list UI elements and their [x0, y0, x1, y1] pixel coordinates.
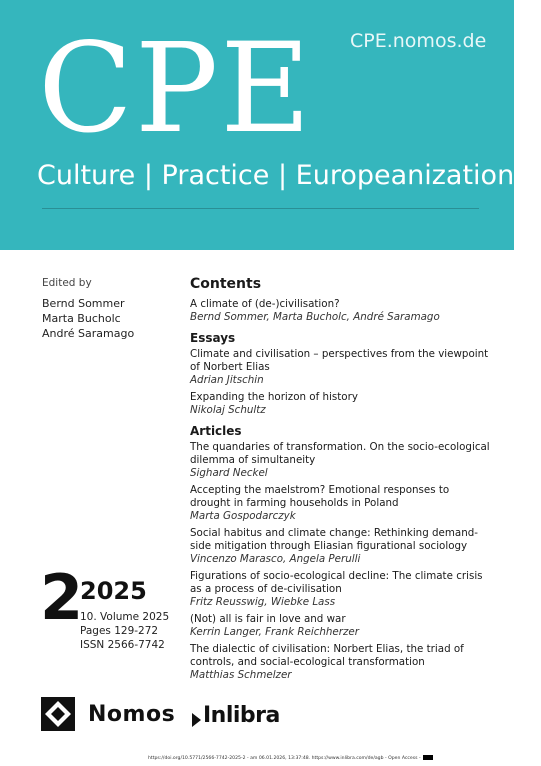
section-heading-essays: Essays	[190, 331, 236, 345]
banner-divider	[42, 208, 479, 209]
journal-logo: CPE	[38, 17, 313, 161]
toc-entry-title: (Not) all is fair in love and war	[190, 613, 346, 625]
toc-entry-authors: Marta Gospodarczyk	[190, 510, 296, 522]
toc-entry-authors: Fritz Reusswig, Wiebke Lass	[190, 596, 336, 608]
edited-by-label: Edited by	[42, 277, 92, 289]
toc-entry[interactable]	[190, 527, 490, 566]
toc-entry[interactable]	[190, 441, 490, 480]
toc-entry-authors: Kerrin Langer, Frank Reichherzer	[190, 626, 359, 638]
toc-entry-title: Climate and civilisation – perspectives from the viewpoint of Norbert Elias	[190, 348, 489, 373]
toc-entry-title: The dialectic of civilisation: Norbert Elias, the triad of controls, and social-ecological transformation	[190, 643, 464, 668]
issue-number: 2	[40, 561, 84, 634]
toc-entry[interactable]	[190, 643, 490, 682]
nomos-wordmark: Nomos	[88, 702, 176, 727]
inlibra-wordmark: Inlibra	[203, 703, 280, 728]
toc-entry-authors: Matthias Schmelzer	[190, 669, 292, 681]
access-footer	[148, 755, 433, 761]
toc-entry[interactable]	[190, 613, 490, 639]
issue-details	[80, 610, 169, 652]
toc-entry-title: Social habitus and climate change: Rethinking demand-side mitigation through Eliasian figurational sociology	[190, 527, 479, 552]
journal-subtitle: Culture | Practice | Europeanization	[37, 160, 515, 191]
toc-entry[interactable]	[190, 348, 490, 387]
journal-url[interactable]: CPE.nomos.de	[350, 30, 487, 52]
editor-name: Marta Bucholc	[42, 312, 121, 325]
toc-entry-title: The quandaries of transformation. On the socio-ecological dilemma of simultaneity	[190, 441, 490, 466]
toc-entry[interactable]	[190, 570, 490, 609]
nomos-logo-icon	[41, 697, 75, 731]
editors-list	[42, 296, 134, 341]
issue-pages: Pages 129-272	[80, 625, 159, 637]
toc-entry-authors: Nikolaj Schultz	[190, 404, 266, 416]
section-heading-articles: Articles	[190, 424, 242, 438]
editor-name: André Saramago	[42, 327, 135, 340]
issue-year: 2025	[80, 577, 147, 605]
toc-entry-authors: Sighard Neckel	[190, 467, 268, 479]
toc-entry[interactable]	[190, 484, 490, 523]
toc-entry[interactable]	[190, 298, 490, 324]
toc-entry-authors: Adrian Jitschin	[190, 374, 264, 386]
issue-volume: 10. Volume 2025	[80, 611, 170, 623]
issue-issn: ISSN 2566-7742	[80, 639, 165, 651]
toc-entry-title: A climate of (de-)civilisation?	[190, 298, 340, 310]
toc-entry-authors: Bernd Sommer, Marta Bucholc, André Saramago	[190, 311, 440, 323]
footer-text: https://doi.org/10.5771/2566-7742-2025-2 - am 06.01.2026, 13:37:48. https://www.inlibra.com/de/agb - Open Access -	[148, 756, 421, 761]
contents-heading: Contents	[190, 276, 262, 292]
toc-entry-title: Figurations of socio-ecological decline: The climate crisis as a process of de-civilisation	[190, 570, 483, 595]
header-banner	[0, 0, 514, 250]
toc-entry-title: Expanding the horizon of history	[190, 391, 358, 403]
toc-entry[interactable]	[190, 391, 490, 417]
toc-entry-authors: Vincenzo Marasco, Angela Perulli	[190, 553, 361, 565]
editor-name: Bernd Sommer	[42, 297, 125, 310]
qr-code-icon	[423, 755, 433, 760]
table-of-contents	[190, 276, 490, 686]
toc-entry-title: Accepting the maelstrom? Emotional responses to drought in farming households in Poland	[190, 484, 450, 509]
